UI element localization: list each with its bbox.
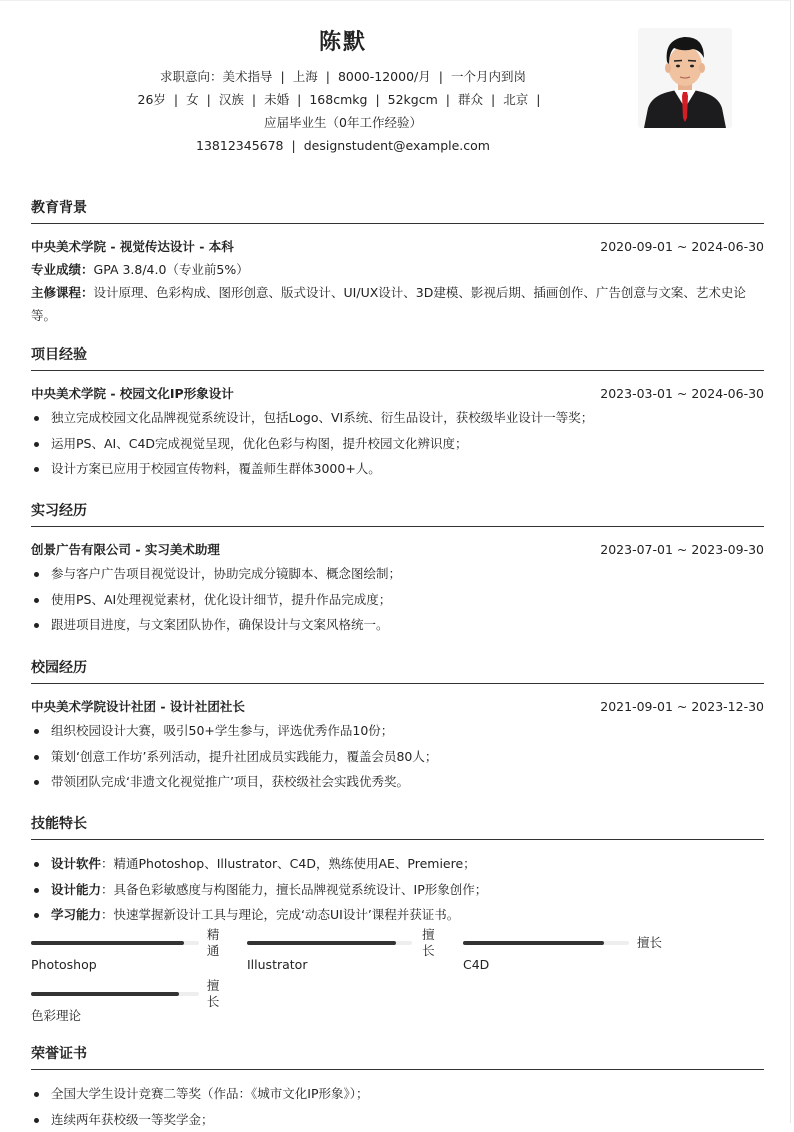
skill-fill bbox=[247, 941, 396, 945]
honors-bullets bbox=[31, 1081, 764, 1132]
date-range: 2020-09-01 ~ 2024-06-30 bbox=[600, 235, 764, 258]
skill-label: 设计软件 bbox=[51, 856, 101, 871]
campus-section bbox=[31, 658, 764, 795]
skill-bar-illustrator bbox=[247, 935, 447, 976]
list-item: 独立完成校园文化品牌视觉系统设计，包括Logo、VI系统、衍生品设计，获校级毕业设计一等奖； bbox=[31, 405, 764, 431]
section-title: 实习经历 bbox=[31, 501, 764, 527]
skill-track bbox=[247, 941, 412, 945]
gpa-value: GPA 3.8/4.0（专业前5%） bbox=[94, 262, 249, 277]
separator: | bbox=[292, 134, 296, 157]
honors-section bbox=[31, 1044, 764, 1132]
separator: | bbox=[326, 65, 330, 88]
skill-level: 擅长 bbox=[207, 978, 231, 1010]
job-availability: 一个月内到岗 bbox=[451, 69, 526, 84]
date-range: 2023-07-01 ~ 2023-09-30 bbox=[600, 538, 764, 561]
separator: | bbox=[207, 88, 211, 111]
list-item: 设计方案已应用于校园宣传物料，覆盖师生群体3000+人。 bbox=[31, 456, 764, 482]
skill-bar-color-theory bbox=[31, 986, 231, 1027]
separator: | bbox=[439, 65, 443, 88]
skill-name: Illustrator bbox=[247, 954, 447, 976]
skill-bar-c4d bbox=[463, 935, 663, 976]
list-item: 组织校园设计大赛，吸引50+学生参与，评选优秀作品10份； bbox=[31, 718, 764, 744]
section-title: 校园经历 bbox=[31, 658, 764, 684]
separator: | bbox=[491, 88, 495, 111]
section-title: 技能特长 bbox=[31, 814, 764, 840]
gpa-label: 专业成绩： bbox=[31, 262, 94, 277]
skills-bullets bbox=[31, 851, 764, 928]
gender: 女 bbox=[186, 92, 199, 107]
separator: | bbox=[252, 88, 256, 111]
skills-section bbox=[31, 814, 764, 928]
list-item: 全国大学生设计竞赛二等奖（作品：《城市文化IP形象》）； bbox=[31, 1081, 764, 1107]
marital-status: 未婚 bbox=[264, 92, 289, 107]
skill-level: 精通 bbox=[207, 927, 231, 959]
list-item: 使用PS、AI处理视觉素材，优化设计细节，提升作品完成度； bbox=[31, 587, 764, 613]
location: 北京 bbox=[503, 92, 528, 107]
skill-track bbox=[463, 941, 629, 945]
political-status: 群众 bbox=[458, 92, 483, 107]
projects-section bbox=[31, 345, 764, 482]
job-intention-line bbox=[0, 65, 686, 88]
project-bullets bbox=[31, 405, 764, 482]
education-entry-header bbox=[31, 235, 764, 258]
experience-line: 应届毕业生（0年工作经验） bbox=[0, 111, 686, 134]
skill-text: ：精通Photoshop、Illustrator、C4D，熟练使用AE、Premiere； bbox=[101, 856, 476, 871]
height: 168cmkg bbox=[309, 92, 367, 107]
job-salary: 8000-12000/月 bbox=[338, 69, 431, 84]
internship-entry-header bbox=[31, 538, 764, 561]
separator: | bbox=[297, 88, 301, 111]
date-range: 2021-09-01 ~ 2023-12-30 bbox=[600, 695, 764, 718]
weight: 52kgcm bbox=[388, 92, 438, 107]
skill-bar-photoshop bbox=[31, 935, 231, 976]
skill-name: C4D bbox=[463, 954, 663, 976]
job-city: 上海 bbox=[293, 69, 318, 84]
separator: | bbox=[446, 88, 450, 111]
skill-label: 设计能力 bbox=[51, 882, 101, 897]
skill-fill bbox=[31, 992, 179, 996]
skill-text: ：快速掌握新设计工具与理论，完成‘动态UI设计’课程并获证书。 bbox=[101, 907, 459, 922]
separator: | bbox=[375, 88, 379, 111]
date-range: 2023-03-01 ~ 2024-06-30 bbox=[600, 382, 764, 405]
skill-level: 擅长 bbox=[637, 935, 662, 951]
skill-name: Photoshop bbox=[31, 954, 231, 976]
list-item: 策划‘创意工作坊’系列活动，提升社团成员实践能力，覆盖会员80人； bbox=[31, 744, 764, 770]
internship-bullets bbox=[31, 561, 764, 638]
list-item: 连续两年获校级一等奖学金； bbox=[31, 1107, 764, 1132]
skill-fill bbox=[31, 941, 184, 945]
gpa-line bbox=[31, 258, 764, 281]
portrait-photo-icon bbox=[638, 28, 732, 128]
skill-label: 学习能力 bbox=[51, 907, 101, 922]
list-item bbox=[31, 851, 764, 877]
personal-info-line bbox=[0, 88, 686, 111]
project-org-title: 中央美术学院 - 校园文化IP形象设计 bbox=[31, 382, 234, 405]
separator: | bbox=[536, 88, 540, 111]
resume-header bbox=[0, 27, 686, 157]
courses-value: 设计原理、色彩构成、图形创意、版式设计、UI/UX设计、3D建模、影视后期、插画创作、广告创意与文案、艺术史论等。 bbox=[31, 285, 746, 323]
list-item: 带领团队完成‘非遗文化视觉推广’项目，获校级社会实践优秀奖。 bbox=[31, 769, 764, 795]
skill-text: ：具备色彩敏感度与构图能力，擅长品牌视觉系统设计、IP形象创作； bbox=[101, 882, 487, 897]
education-section bbox=[31, 198, 764, 327]
list-item bbox=[31, 877, 764, 903]
internship-section bbox=[31, 501, 764, 638]
section-title: 荣誉证书 bbox=[31, 1044, 764, 1070]
club-role: 中央美术学院设计社团 - 设计社团社长 bbox=[31, 695, 245, 718]
list-item: 跟进项目进度，与文案团队协作，确保设计与文案风格统一。 bbox=[31, 612, 764, 638]
list-item: 参与客户广告项目视觉设计，协助完成分镜脚本、概念图绘制； bbox=[31, 561, 764, 587]
contact-line bbox=[0, 134, 686, 157]
section-title: 项目经验 bbox=[31, 345, 764, 371]
phone: 13812345678 bbox=[196, 138, 283, 153]
candidate-name: 陈默 bbox=[0, 27, 686, 59]
school-major-degree: 中央美术学院 - 视觉传达设计 - 本科 bbox=[31, 235, 234, 258]
courses-line bbox=[31, 281, 764, 327]
email: designstudent@example.com bbox=[304, 138, 490, 153]
list-item: 运用PS、AI、C4D完成视觉呈现，优化色彩与构图，提升校园文化辨识度； bbox=[31, 431, 764, 457]
separator: | bbox=[281, 65, 285, 88]
avatar bbox=[638, 28, 732, 128]
section-title: 教育背景 bbox=[31, 198, 764, 224]
separator: | bbox=[174, 88, 178, 111]
project-entry-header bbox=[31, 382, 764, 405]
campus-bullets bbox=[31, 718, 764, 795]
company-position: 创景广告有限公司 - 实习美术助理 bbox=[31, 538, 220, 561]
skill-fill bbox=[463, 941, 604, 945]
courses-label: 主修课程： bbox=[31, 285, 94, 300]
campus-entry-header bbox=[31, 695, 764, 718]
list-item bbox=[31, 902, 764, 928]
skill-track bbox=[31, 941, 199, 945]
skill-level: 擅长 bbox=[422, 927, 447, 959]
ethnicity: 汉族 bbox=[219, 92, 244, 107]
job-target: 求职意向：美术指导 bbox=[160, 69, 273, 84]
skill-track bbox=[31, 992, 199, 996]
skill-name: 色彩理论 bbox=[31, 1005, 231, 1027]
age: 26岁 bbox=[138, 92, 166, 107]
